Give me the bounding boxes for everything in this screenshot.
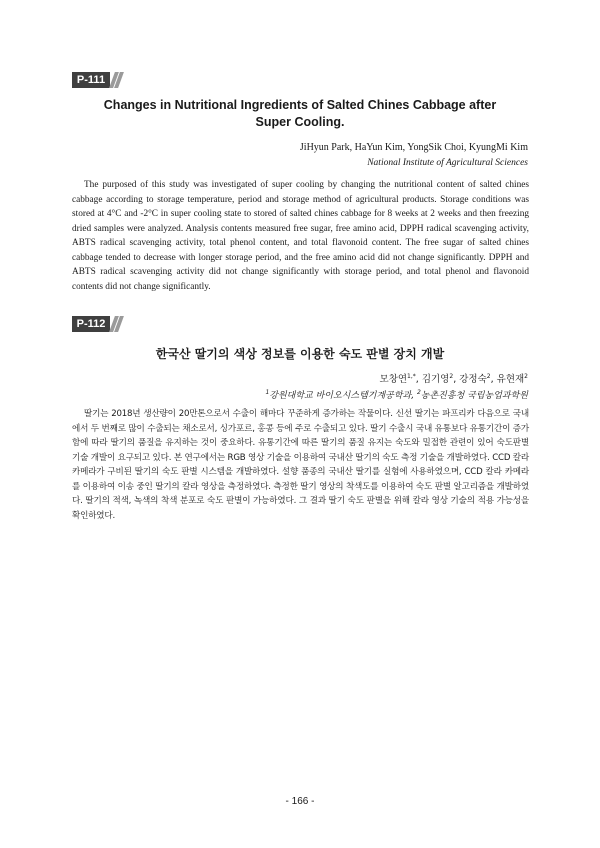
abstract-p112: 딸기는 2018년 생산량이 20만톤으로서 수출이 해마다 꾸준하게 증가하는 작물이다. 신선 딸기는 파프리카 다음으로 국내에서 두 번째로 많이 수출되는 채소로서, 싱가포르, 홍콩 등에 주로 수출되고 있다. 딸기 수출시 국내 유통보다 유통기간이 증가함에 따라 딸기의 품질을 유지하는 것이 중요하다. 유통기간에 따른 딸기의 품질 유지는 숙도와 밀접한 관련이 있어 숙도판별 기술 개발이 요구되고 있다. 본 연구에서는 RGB 영상 기술을 이용하여 국내산 딸기의 숙도 측정 기술을 개발하였다. CCD 칼라 카메라가 구비된 딸기의 숙도 판별 시스템을 개발하였다. 설향 품종의 국내산 딸기를 실험에 사용하였으며, CCD 칼라 카메라를 이용하여 이송 중인 딸기의 칼라 영상을 측정하였다. 측정한 딸기 영상의 착색도를 이용하여 숙도 판별 알고리즘을 개발하였다. 딸기의 적색, 녹색의 착색 분포로 숙도 판별이 가능하였다. 그 결과 딸기 숙도 판별을 위해 칼라 영상 기술의 적용 가능성을 확인하였다. bbox=[72, 409, 529, 521]
poster-code-badge bbox=[72, 72, 120, 88]
affiliation-name: 농촌진흥청 국립농업과학원 bbox=[420, 391, 528, 401]
poster-code-p111: P-111 bbox=[72, 72, 110, 88]
author-sup: 2 bbox=[486, 373, 491, 380]
poster-title-p111: Changes in Nutritional Ingredients of Salted Chines Cabbage after Super Cooling. bbox=[103, 98, 497, 129]
poster-code-p112: P-112 bbox=[72, 316, 110, 332]
affiliation-sup: 2 bbox=[416, 389, 421, 396]
affiliation-name: 강원대학교 바이오시스템기계공학과 bbox=[269, 391, 412, 401]
affiliation-p111: National Institute of Agricultural Sciences bbox=[367, 158, 528, 168]
author-name: 모창연 bbox=[379, 374, 408, 386]
author-sup: 1,* bbox=[407, 373, 416, 380]
authors-p111: JiHyun Park, HaYun Kim, YongSik Choi, KyungMi Kim bbox=[299, 142, 528, 153]
author-name: 강정숙 bbox=[459, 374, 487, 386]
author-name: 유현재 bbox=[496, 374, 525, 386]
affiliation-p112: $^1$강원대학교 바이오시스템기계공학과, $^2$농촌진흥청 국립농업과학원 bbox=[265, 389, 528, 401]
page-number: - 166 - bbox=[285, 796, 315, 807]
authors-p112: 모창연$^{1,*}$, 김기영$^2$, 강정숙$^2$, 유현재$^2$ bbox=[379, 373, 528, 386]
affiliation-sup: 1 bbox=[265, 389, 270, 396]
abstract-p111: The purposed of this study was investigated of super cooling by changing the nutritional content of salted chines cabbage according to storage temperature, period and storage method of agricultural products. Storage conditions was stored at 4°C and -2°C in super cooling state to stored of salted chines cabbage for 8 weeks at 2 weeks and then freezing dried samples were analyzed. Analysis contents measured free sugar, free amino acid, DPPH radical scavenging activity, ABTS radical scavenging activity, total phenol content, and total flavonoid content. The free sugar of salted chines cabbage tended to decrease with longer storage period, and the free amino acid did not change significantly. DPPH and ABTS radical scavenging activity did not change significantly with storage period, and total phenol and flavonoid contents did not change significantly. bbox=[72, 180, 529, 292]
author-sup: 2 bbox=[524, 373, 528, 380]
author-name: 김기영 bbox=[421, 374, 450, 386]
author-sup: 2 bbox=[449, 373, 454, 380]
poster-title-p112: 한국산 딸기의 색상 정보를 이용한 숙도 판별 장치 개발 bbox=[155, 347, 445, 361]
poster-code-badge bbox=[72, 316, 120, 332]
